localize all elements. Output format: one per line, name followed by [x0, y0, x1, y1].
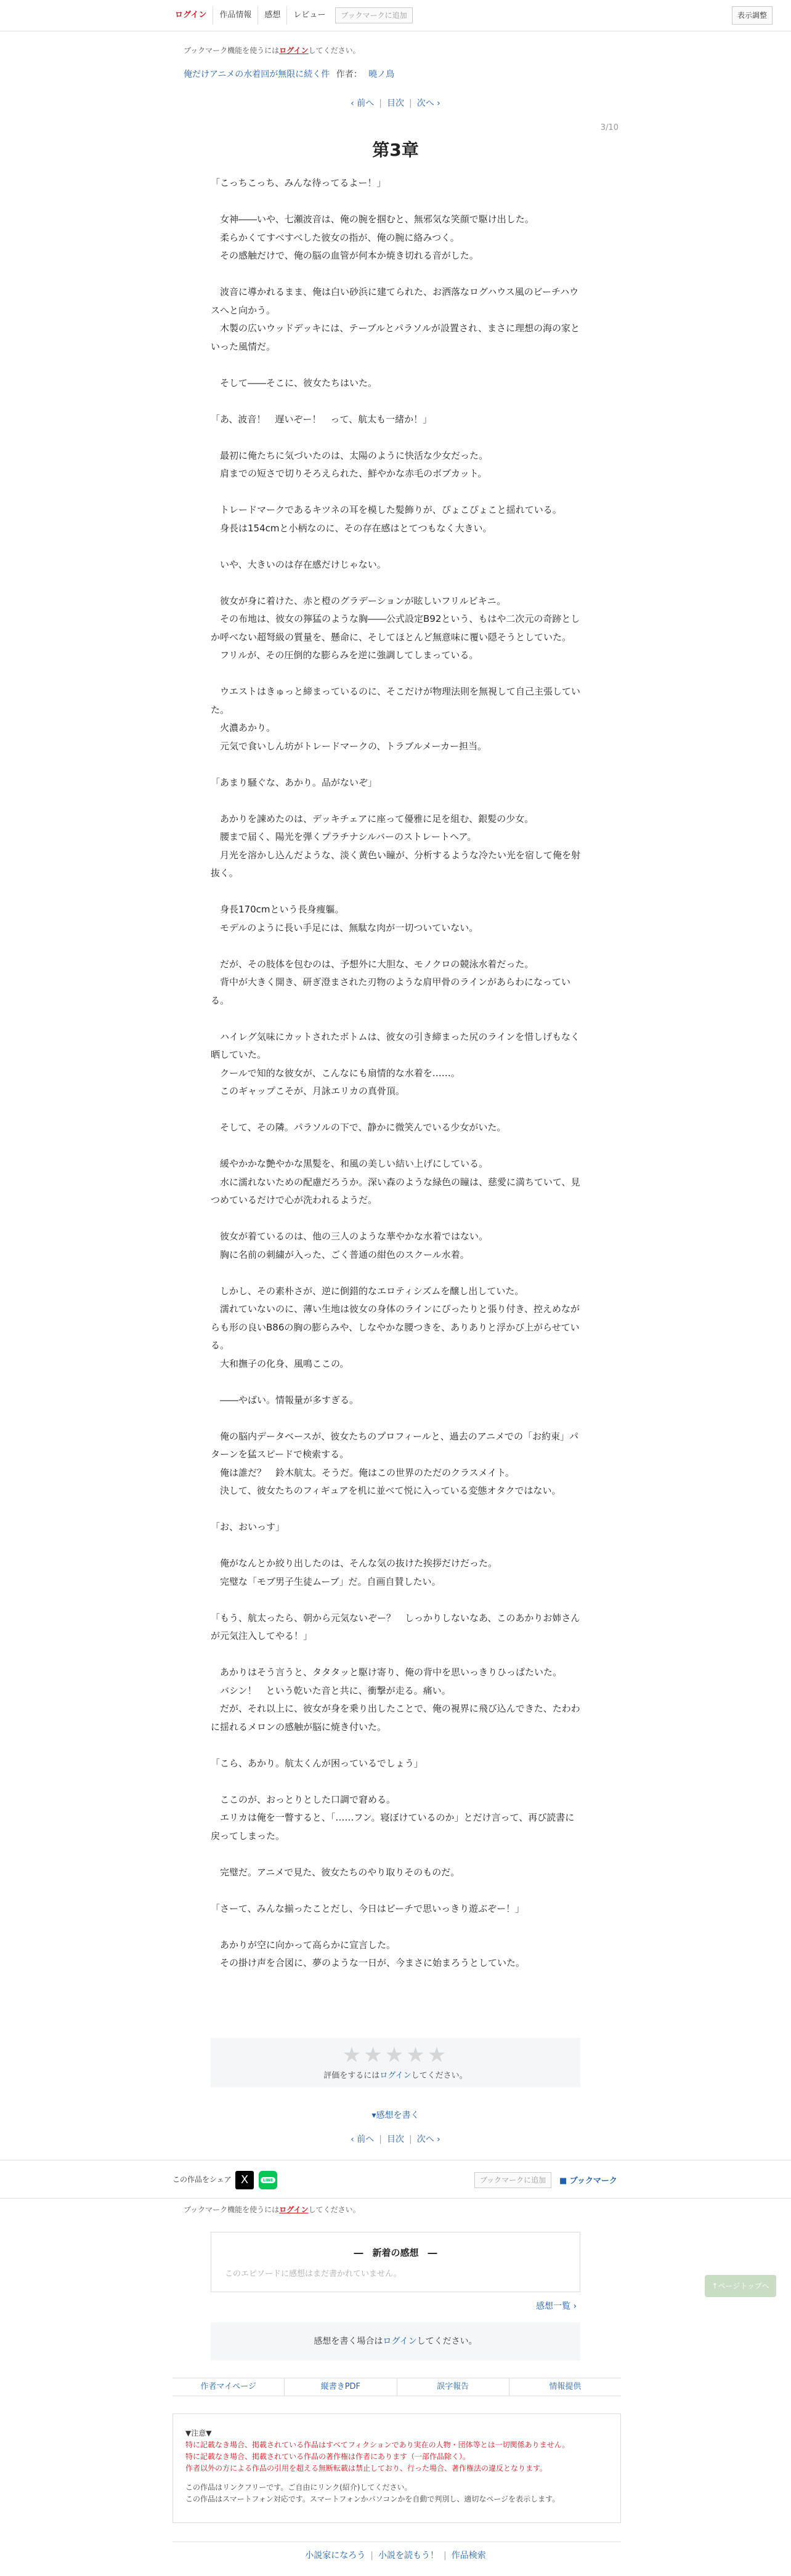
novel-paragraph: 濡れていないのに、薄い生地は彼女の身体のラインにぴったりと張り付き、控えめながらも形の良いB86の胸の膨らみや、しなやかな腰つきを、ありありと浮かび上がらせている。	[211, 1303, 580, 1351]
novel-body	[211, 174, 580, 1973]
pager-divider: |	[379, 2135, 382, 2144]
novel-paragraph: そして、その隣。パラソルの下で、静かに微笑んでいる少女がいた。	[211, 1122, 506, 1133]
x-share-icon[interactable]: X	[235, 2171, 254, 2189]
narou-link[interactable]: 小説家になろう	[305, 2551, 366, 2561]
blank-line	[211, 392, 580, 411]
line-share-icon[interactable]	[259, 2171, 277, 2189]
section-divider	[0, 2198, 791, 2199]
novel-paragraph: 「お、おいっす」	[211, 1521, 285, 1532]
blank-line	[211, 1264, 580, 1282]
author-mypage-link[interactable]: 作者マイページ	[200, 2382, 256, 2391]
novel-paragraph: 「さーて、みんな揃ったことだし、今日はビーチで思いっきり遊ぶぞー！」	[211, 1902, 525, 1914]
nav-impressions-link[interactable]: 感想	[258, 6, 286, 25]
novel-paragraph: その感触だけで、俺の脳の血管が何本か焼き切れる音がした。	[211, 250, 479, 261]
vertical-pdf-link[interactable]: 縦書きPDF	[284, 2378, 396, 2396]
bookmark-notice-suffix: してください。	[308, 2205, 360, 2214]
novel-paragraph: ウエストはきゅっと締まっているのに、そこだけが物理法則を無視して自己主張していた。	[211, 686, 581, 715]
novel-paragraph: 胸に名前の刺繍が入った、ごく普通の紺色のスクール水着。	[211, 1249, 469, 1260]
display-settings-button[interactable]: 表示調整	[732, 6, 773, 25]
novel-paragraph: あかりを諫めたのは、デッキチェアに座って優雅に足を組む、銀髪の少女。	[211, 813, 534, 824]
pager-top	[0, 97, 791, 109]
blank-line	[211, 1409, 580, 1428]
novel-paragraph: 月光を溶かし込んだような、淡く黄色い瞳が、分析するような冷たい光を宿して俺を射抜く。	[211, 849, 581, 879]
login-to-write-suffix: してください。	[416, 2337, 477, 2346]
bookmark-notice-prefix: ブックマーク機能を使うには	[184, 46, 280, 55]
blank-line	[211, 483, 580, 502]
blank-line	[211, 1137, 580, 1156]
blank-line	[211, 1373, 580, 1391]
blank-line	[211, 1918, 580, 1936]
novel-paragraph: 波音に導かれるまま、俺は白い砂浜に建てられた、お洒落なログハウス風のビーチハウスへと向かう。	[211, 286, 579, 316]
notes-red-line: 特に記載なき場合、掲載されている作品はすべてフィクションであり実在の人物・団体等とは一切関係ありません。	[185, 2441, 570, 2449]
novel-paragraph: 大和撫子の化身、風鳴ここの。	[211, 1358, 349, 1369]
info-report-link[interactable]: 情報提供	[509, 2378, 621, 2396]
novel-paragraph: 腰まで届く、陽光を弾くプラチナシルバーのストレートヘア。	[211, 831, 477, 842]
notes-gray-line: この作品はリンクフリーです。ご自由にリンク(紹介)してください。	[185, 2483, 412, 2492]
toc-link[interactable]: 目次	[387, 2135, 404, 2144]
novel-paragraph: だが、それ以上に、彼女が身を乗り出したことで、俺の視界に飛び込んできた、たわわに揺れるメロンの感触が脳に焼き付いた。	[211, 1703, 580, 1733]
rating-notice-prefix: 評価をするには	[323, 2071, 380, 2080]
novel-paragraph: ここのが、おっとりとした口調で窘める。	[211, 1793, 396, 1805]
bookmark-notice	[184, 2204, 360, 2215]
bookmark-notice	[184, 45, 360, 55]
typo-report-link[interactable]: 誤字報告	[397, 2378, 509, 2396]
novel-paragraph: 水に濡れないための配慮だろうか。深い森のような緑色の瞳は、慈愛に満ちていて、見つめているだけで心が洗われるようだ。	[211, 1176, 580, 1205]
rating-login-link[interactable]: ログイン	[379, 2071, 412, 2080]
novel-paragraph: 身長170cmという長身痩軀。	[211, 904, 344, 915]
novel-paragraph: しかし、その素朴さが、逆に倒錯的なエロティシズムを醸し出していた。	[211, 1285, 524, 1297]
novel-paragraph: バシン！ という乾いた音と共に、衝撃が走る。痛い。	[211, 1684, 451, 1696]
no-impressions-text: このエピソードに感想はまだ書かれていません。	[225, 2269, 402, 2279]
pager-divider: |	[379, 99, 382, 108]
novel-paragraph: 完璧な「モブ男子生徒ムーブ」だ。自画自賛したい。	[211, 1576, 441, 1587]
toc-link[interactable]: 目次	[387, 99, 404, 108]
blank-line	[211, 1537, 580, 1555]
blank-line	[211, 429, 580, 447]
notes-gray-line: この作品はスマートフォン対応です。スマートフォンかパソコンかを自動で判別し、適切なページを表示します。	[185, 2495, 560, 2503]
novel-paragraph: 「あ、波音！ 遅いぞー！ って、航太も一緒か！」	[211, 413, 432, 425]
novel-paragraph: 決して、彼女たちのフィギュアを机に並べて悦に入っている変態オタクではない。	[211, 1485, 561, 1496]
novel-paragraph: 彼女が身に着けた、赤と橙のグラデーションが眩しいフリルビキニ。	[211, 595, 506, 606]
blank-line	[211, 1101, 580, 1119]
yomou-link[interactable]: 小説を読もう！	[378, 2551, 439, 2561]
novel-paragraph: トレードマークであるキツネの耳を模した髪飾りが、ぴょこぴょこと揺れている。	[211, 504, 562, 515]
author-link[interactable]: 曉ノ鳥	[368, 70, 395, 79]
novel-paragraph: 「こら、あかり。航太くんが困っているでしょう」	[211, 1757, 423, 1769]
novel-paragraph: ――やばい。情報量が多すぎる。	[211, 1394, 359, 1406]
login-to-write-prefix: 感想を書く場合は	[314, 2337, 383, 2346]
prev-link[interactable]: ‹ 前へ	[351, 2135, 375, 2144]
blank-line	[211, 193, 580, 211]
page-count: 3/10	[600, 123, 619, 132]
novel-paragraph: いや、大きいのは存在感だけじゃない。	[211, 558, 386, 570]
novel-paragraph: 「あまり騒ぐな、あかり。品がないぞ」	[211, 776, 378, 788]
nav-work-info-link[interactable]: 作品情報	[213, 6, 258, 25]
rating-box	[211, 2038, 580, 2087]
bookmark-notice-login-link[interactable]: ログイン	[279, 2205, 309, 2214]
notes-box	[172, 2413, 621, 2523]
blank-line	[211, 1845, 580, 1864]
novel-paragraph: クールで知的な彼女が、こんなにも扇情的な水着を……。	[211, 1067, 460, 1079]
impressions-list-link[interactable]: 感想一覧 ›	[536, 2301, 577, 2311]
notes-red-line: 特に記載なき場合、掲載されている作品の著作権は作者にあります（一部作品除く）。	[185, 2452, 471, 2461]
blank-line	[211, 574, 580, 592]
write-impression-link[interactable]: ▾感想を書く	[371, 2111, 420, 2120]
new-impressions-box	[211, 2232, 580, 2292]
page-top-button[interactable]: ↑ページトップへ	[705, 2275, 776, 2297]
novel-paragraph: 俺の脳内データベースが、彼女たちのプロフィールと、過去のアニメでの「お約束」パターンを猛スピードで検索する。	[211, 1430, 579, 1460]
blank-line	[211, 1010, 580, 1028]
rating-notice	[211, 2069, 580, 2080]
line-icon-text: LINE	[261, 2177, 275, 2183]
novel-paragraph: 俺は誰だ？ 鈴木航太。そうだ。俺はこの世界のただのクラスメイト。	[211, 1467, 514, 1478]
next-link[interactable]: 次へ ›	[416, 2135, 440, 2144]
novel-paragraph: 肩までの短さで切りそろえられた、鮮やかな赤毛のボブカット。	[211, 468, 487, 479]
blank-line	[211, 1210, 580, 1228]
novel-paragraph: 緩やかかな艶やかな黒髪を、和風の美しい結い上げにしている。	[211, 1158, 489, 1169]
pager-bottom	[0, 2133, 791, 2145]
notes-red-line: 作者以外の方による作品の引用を超える無断転載は禁止しており、行った場合、著作権法の違反となります。	[185, 2464, 548, 2473]
next-link[interactable]: 次へ ›	[416, 99, 440, 108]
rating-stars[interactable]: ★★★★★	[342, 2043, 449, 2067]
pager-divider: |	[409, 99, 412, 108]
novel-paragraph: そして――そこに、彼女たちはいた。	[211, 377, 378, 388]
novel-paragraph: 柔らかくてすべすべした彼女の指が、俺の腕に絡みつく。	[211, 231, 460, 243]
novel-paragraph: 元気で食いしん坊がトレードマークの、トラブルメーカー担当。	[211, 740, 487, 752]
new-impressions-title: ― 新着の感想 ―	[354, 2247, 437, 2258]
blank-line	[211, 265, 580, 284]
blank-line	[211, 1500, 580, 1519]
bookmark-add-button[interactable]: ブックマークに追加	[474, 2172, 551, 2188]
bookmark-notice-login-link[interactable]: ログイン	[279, 46, 309, 55]
nav-review-link[interactable]: レビュー	[286, 6, 331, 25]
pager-divider: |	[409, 2135, 412, 2144]
blank-line	[211, 755, 580, 774]
novel-paragraph: 身長は154cmと小柄なのに、その存在感はとてつもなく大きい。	[211, 522, 492, 534]
series-title-link[interactable]: 俺だけアニメの水着回が無限に続く件	[184, 70, 330, 79]
notes-heading: ▼注意▼	[185, 2429, 212, 2437]
notes-content	[185, 2428, 610, 2505]
novel-paragraph: だが、その肢体を包むのは、予想外に大胆な、モノクロの競泳水着だった。	[211, 958, 534, 970]
author-label: 作者：	[336, 70, 362, 79]
bottom-divider: |	[370, 2551, 373, 2561]
blank-line	[211, 1882, 580, 1900]
share-label: この作品をシェア	[172, 2175, 232, 2184]
novel-paragraph: 最初に俺たちに気づいたのは、太陽のように快活な少女だった。	[211, 449, 489, 461]
novel-paragraph: あかりが空に向かって高らかに宣言した。	[211, 1939, 396, 1950]
novel-paragraph: モデルのように長い手足には、無駄な肉が一切ついていない。	[211, 922, 479, 933]
novel-paragraph: ハイレグ気味にカットされたボトムは、彼女の引き締まった尻のラインを惜しげもなく晒していた。	[211, 1031, 580, 1060]
footer-links	[172, 2378, 621, 2396]
bottom-divider: |	[444, 2551, 447, 2561]
blank-line	[211, 883, 580, 901]
novel-paragraph: 彼女が着ているのは、他の三人のような華やかな水着ではない。	[211, 1231, 489, 1242]
search-link[interactable]: 作品検索	[451, 2551, 486, 2561]
series-line	[184, 68, 394, 80]
novel-paragraph: 女神――いや、七瀬波音は、俺の腕を掴むと、無邪気な笑顔で駆け出した。	[211, 214, 534, 225]
novel-paragraph: 背中が大きく開き、研ぎ澄まされた刃物のような肩甲骨のラインがあらわになっている。	[211, 976, 570, 1006]
blank-line	[211, 937, 580, 956]
blank-line	[211, 356, 580, 374]
login-to-write-link[interactable]: ログイン	[383, 2337, 417, 2346]
bottom-links	[0, 2549, 791, 2561]
bookmark-notice-prefix: ブックマーク機能を使うには	[184, 2205, 280, 2214]
novel-paragraph: 「こっちこっち、みんな待ってるよー！」	[211, 177, 386, 188]
novel-paragraph: あかりはそう言うと、タタタッと駆け寄り、俺の背中を思いっきりひっぱたいた。	[211, 1667, 562, 1678]
nav-bookmark-add-button[interactable]: ブックマークに追加	[335, 7, 412, 23]
novel-paragraph: このギャップこそが、月詠エリカの真骨頂。	[211, 1085, 405, 1097]
top-nav	[0, 0, 791, 31]
rating-notice-suffix: してください。	[411, 2071, 468, 2080]
novel-paragraph: 火濃あかり。	[211, 722, 276, 733]
novel-paragraph: 木製の広いウッドデッキには、テーブルとパラソルが設置され、まさに理想の海の家といった風情だ。	[211, 323, 580, 352]
bookmark-notice-suffix: してください。	[308, 46, 360, 55]
novel-paragraph: フリルが、その圧倒的な膨らみを逆に強調してしまっている。	[211, 650, 479, 661]
share-row	[172, 2169, 622, 2191]
novel-paragraph: 「もう、航太ったら、朝から元気ないぞー？ しっかりしないなあ、このあかりお姉さんが元気注入してやる！」	[211, 1612, 580, 1641]
blank-line	[211, 1736, 580, 1755]
blank-line	[211, 1646, 580, 1664]
novel-paragraph: その布地は、彼女の獰猛のような胸――公式設定B92という、もはや二次元の奇跡としか呼べない超弩級の質量を、懸命に、そしてほとんど無意味に覆い隠そうとしていた。	[211, 613, 580, 643]
bookmark-link[interactable]: ■ ブックマーク	[559, 2176, 617, 2186]
blank-line	[211, 792, 580, 810]
novel-paragraph: その掛け声を合図に、夢のような一日が、今まさに始まろうとしていた。	[211, 1957, 525, 1968]
novel-paragraph: 完璧だ。アニメで見た、彼女たちのやり取りそのものだ。	[211, 1866, 460, 1878]
prev-link[interactable]: ‹ 前へ	[351, 99, 375, 108]
blank-line	[211, 537, 580, 556]
blank-line	[211, 1591, 580, 1609]
novel-paragraph: エリカは俺を一瞥すると、「……フン。寝ぼけているのか」とだけ言って、再び読書に戻ってしまった。	[211, 1812, 575, 1841]
novel-paragraph: 俺がなんとか絞り出したのは、そんな気の抜けた挨拶だけだった。	[211, 1558, 498, 1569]
blank-line	[211, 1773, 580, 1791]
top-nav-menu	[172, 6, 413, 25]
nav-login-link[interactable]: ログイン	[175, 10, 207, 20]
blank-line	[211, 665, 580, 683]
chapter-title: 第3章	[372, 140, 419, 160]
login-to-write-box	[211, 2322, 580, 2361]
